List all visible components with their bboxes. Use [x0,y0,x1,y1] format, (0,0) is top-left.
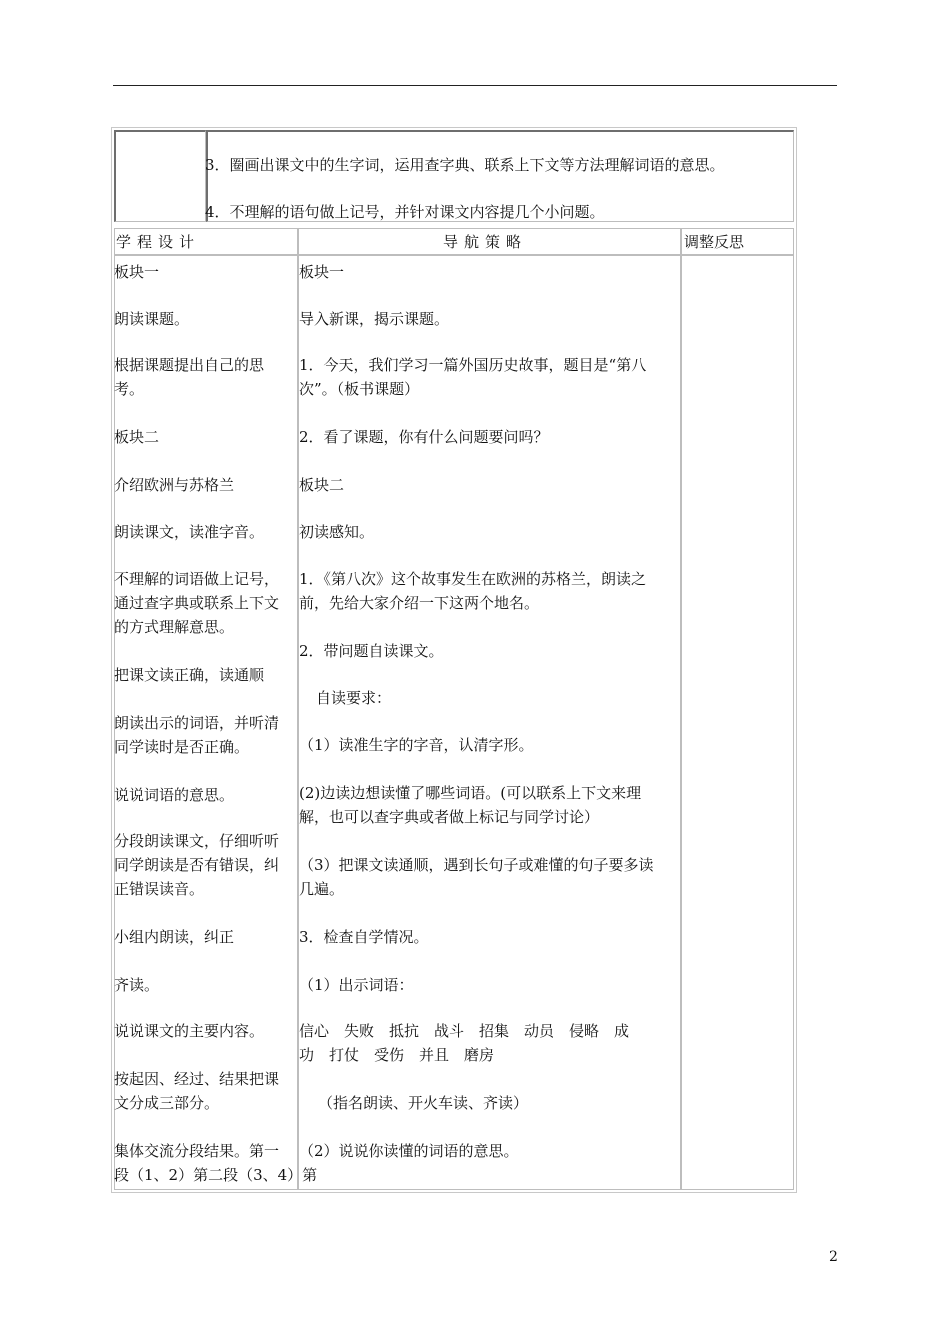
plan-line: 集体交流分段结果。第一 [114,1142,280,1160]
plan-line: 根据课题提出自己的思 [114,356,265,374]
plan-line: 把课文读正确，读通顺 [114,666,265,684]
plan-line: 的方式理解意思。 [114,618,235,636]
plan-line: 朗读课文，读准字音。 [114,523,265,541]
top-left-cell [114,130,206,222]
plan-line: 板块一 [114,263,160,281]
strategy-line: 次”。（板书课题） [299,380,420,398]
plan-line: 文分成三部分。 [114,1094,220,1112]
strategy-line: 前，先给大家介绍一下这两个地名。 [299,594,540,612]
strategy-line: 板块二 [299,476,345,494]
plan-line: 同学读时是否正确。 [114,738,250,756]
strategy-line: 自读要求： [316,689,392,707]
plan-line: 朗读课题。 [114,310,190,328]
plan-line: 考。 [114,380,145,398]
strategy-line: （1）出示词语： [299,976,414,994]
strategy-line: 解，也可以查字典或者做上标记与同学讨论） [299,808,600,826]
plan-line: 通过查字典或联系上下文 [114,594,280,612]
plan-line: 同学朗读是否有错误，纠 [114,856,280,874]
plan-line: 说说词语的意思。 [114,786,235,804]
strategy-line: 2．带问题自读课文。 [299,642,444,660]
plan-line: 不理解的词语做上记号， [114,570,280,588]
strategy-line: 2．看了课题，你有什么问题要问吗？ [299,428,549,446]
strategy-line: 功 打仗 受伤 并且 磨房 [299,1046,495,1064]
plan-line: 齐读。 [114,976,160,994]
plan-line: 分段朗读课文，仔细听听 [114,832,280,850]
plan-line: 朗读出示的词语，并听清 [114,714,280,732]
strategy-line: （2）说说你读懂的词语的意思。 [299,1142,519,1160]
lesson-table [111,127,797,1193]
plan-line: 按起因、经过、结果把课 [114,1070,280,1088]
header-strategy: 导航策略 [443,233,528,251]
body-cell-reflection [681,255,794,1190]
plan-line: 正错误读音。 [114,880,205,898]
plan-line: 板块二 [114,428,160,446]
strategy-line: 1．今天，我们学习一篇外国历史故事，题目是“第八 [299,356,647,374]
strategy-line: （指名朗读、开火车读、齐读） [318,1094,529,1112]
plan-line: 介绍欧洲与苏格兰 [114,476,235,494]
header-rule [113,85,837,86]
strategy-line: 导入新课，揭示课题。 [299,310,450,328]
strategy-line: 板块一 [299,263,345,281]
strategy-line: （3）把课文读通顺，遇到长句子或难懂的句子要多读 [299,856,654,874]
strategy-line: 初读感知。 [299,523,375,541]
plan-line: 段（1、2）第二段（3、4）第 [114,1166,318,1184]
top-item-4: 4．不理解的语句做上记号，并针对课文内容提几个小问题。 [205,203,605,221]
strategy-line: 1．《第八次》这个故事发生在欧洲的苏格兰，朗读之 [299,570,647,588]
strategy-line: （1）读准生字的字音，认清字形。 [299,736,534,754]
header-reflection: 调整反思 [684,233,745,251]
strategy-line: 信心 失败 抵抗 战斗 招集 动员 侵略 成 [299,1022,630,1040]
strategy-line: 3．检查自学情况。 [299,928,429,946]
plan-line: 小组内朗读，纠正 [114,928,235,946]
strategy-line: 几遍。 [299,880,345,898]
top-item-3: 3．圈画出课文中的生字词，运用查字典、联系上下文等方法理解词语的意思。 [205,156,725,174]
header-plan: 学程设计 [116,233,201,251]
plan-line: 说说课文的主要内容。 [114,1022,265,1040]
strategy-line: (2)边读边想读懂了哪些词语。(可以联系上下文来理 [299,784,642,802]
page-number: 2 [829,1249,838,1265]
